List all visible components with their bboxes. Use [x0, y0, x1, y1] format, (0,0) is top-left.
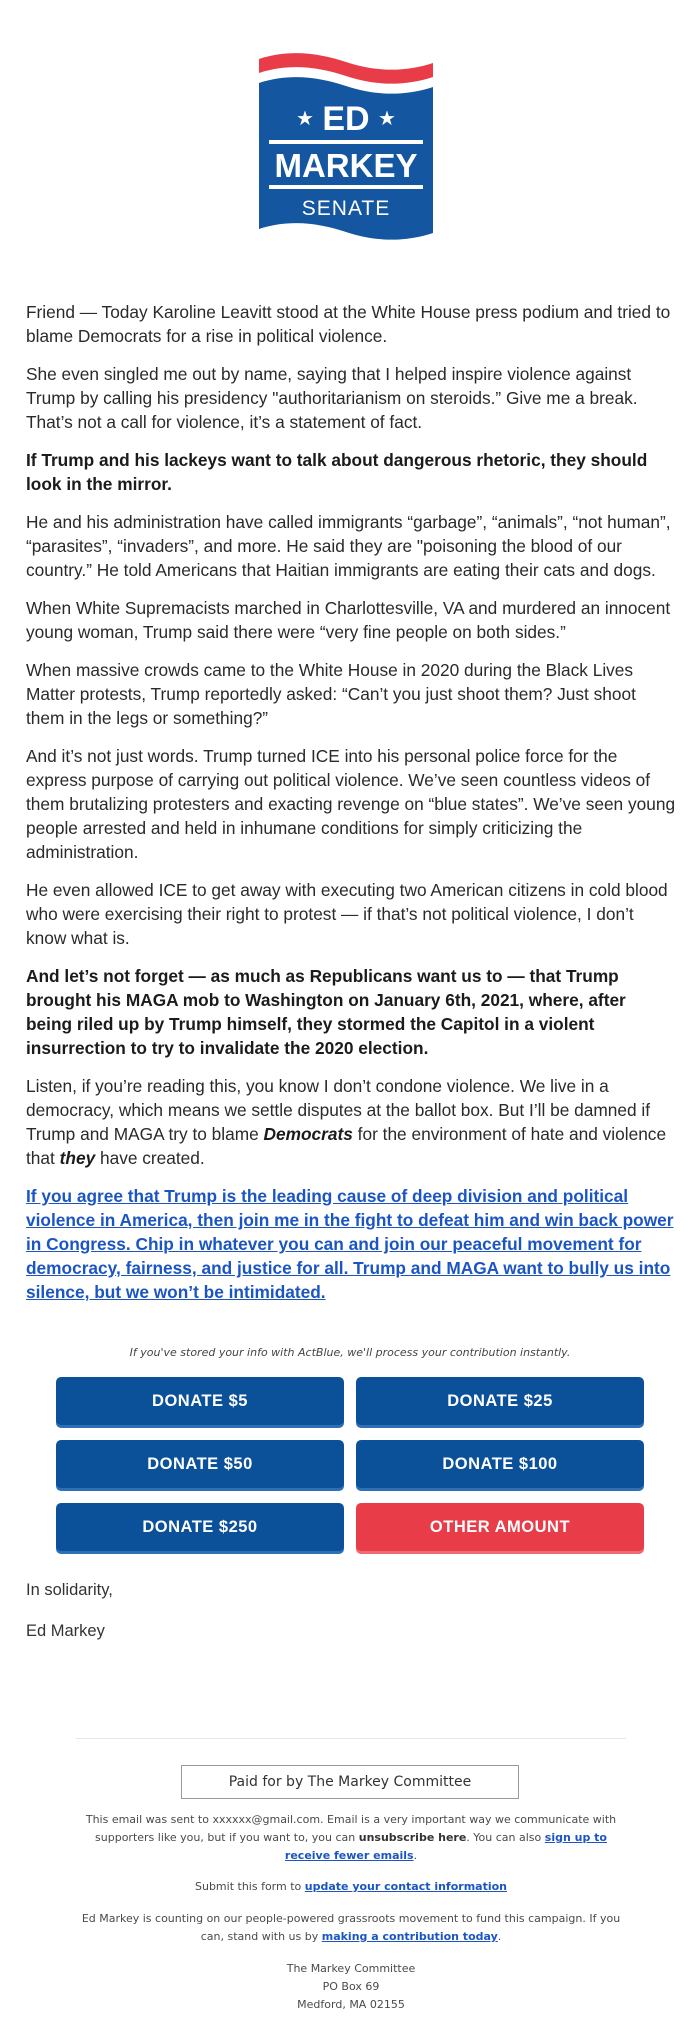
cta-paragraph — [26, 1184, 676, 1304]
donate-5-button[interactable]: DONATE $5 — [56, 1377, 344, 1425]
closing: In solidarity, — [26, 1581, 113, 1599]
paragraph-intro: Friend — Today Karoline Leavitt stood at the White House press podium and tried to blame Democrats for a rise in political violence. — [26, 302, 671, 346]
ed-markey-senate-logo — [259, 53, 433, 243]
donate-25-button[interactable]: DONATE $25 — [356, 1377, 644, 1425]
logo-ed: ED — [322, 100, 370, 138]
footer-email-notice: This email was sent to xxxxxx@gmail.com. Email is a very important way we communicate with supporters like you, but if you want to, you can unsubscribe here. You can also sign up to receive fewer emails. — [85, 1813, 617, 1862]
paid-for-box: Paid for by The Markey Committee — [181, 1765, 519, 1799]
address-line-1: The Markey Committee — [286, 1962, 416, 1975]
recipient-email: xxxxxx@gmail.com — [212, 1813, 321, 1826]
fewer-emails-link[interactable]: sign up to receive fewer emails — [284, 1831, 607, 1862]
paragraph-january-6 — [26, 964, 676, 1060]
paragraph-january-6-bold: And let’s not forget — as much as Republicans want us to — that Trump brought his MAGA mob to Washington on January 6th, 2021, where, after being riled up by Trump himself, they stormed the Capitol in a violent insurrection to try to invalidate the 2020 election. — [26, 966, 626, 1058]
footer-update-notice: Submit this form to update your contact information — [194, 1880, 507, 1893]
paragraph-immigrants: He and his administration have called immigrants “garbage”, “animals”, “not human”, “parasites”, “invaders”, and more. He said they are "poisoning the blood of our country.” He told Americans that Haitian immigrants are eating their cats and dogs. — [26, 512, 671, 580]
paragraph-citizens: He even allowed ICE to get away with executing two American citizens in cold blood who were exercising their right to protest — if that’s not political violence, I don’t know what is. — [26, 880, 668, 948]
logo-star-right: ★ — [378, 108, 396, 130]
contribution-link[interactable]: making a contribution today — [321, 1930, 498, 1943]
footer-address — [76, 1960, 626, 2014]
logo-divider-top — [269, 140, 423, 144]
other-amount-button[interactable]: OTHER AMOUNT — [356, 1503, 644, 1551]
paragraph-blm: When massive crowds came to the White House in 2020 during the Black Lives Matter protests, Trump reportedly asked: “Can’t you just shoot them? Just shoot them in the legs or something?” — [26, 660, 636, 728]
logo-star-left: ★ — [296, 108, 314, 130]
listen-they: they — [59, 1148, 96, 1168]
paragraph-ice: And it’s not just words. Trump turned ICE into his personal police force for the express purpose of carrying out political violence. We’ve seen countless videos of them brutalizing protesters and exacting revenge on “blue states”. We’ve seen young people arrested and held in inhumane conditions for simply criticizing the administration. — [26, 746, 676, 862]
signature: Ed Markey — [26, 1622, 105, 1640]
unsubscribe-link[interactable]: unsubscribe here — [358, 1831, 467, 1844]
footer-divider — [76, 1738, 626, 1739]
cta-link[interactable]: If you agree that Trump is the leading cause of deep division and political violence in America, then join me in the fight to defeat him and win back power in Congress. Chip in whatever you can and join our peaceful movement for democracy, fairness, and justice for all. Trump and MAGA want to bully us into silence, but we won’t be intimidated. — [26, 1186, 674, 1302]
listen-text-a: Listen, if you’re reading this, you know I don’t condone violence. We live in a democracy, which means we settle disputes at the ballot box. But I’ll be damned if Trump and MAGA try to blame — [26, 1076, 651, 1144]
paragraph-mirror-bold: If Trump and his lackeys want to talk about dangerous rhetoric, they should look in the mirror. — [26, 450, 648, 494]
donate-50-button[interactable]: DONATE $50 — [56, 1440, 344, 1488]
donate-250-button[interactable]: DONATE $250 — [56, 1503, 344, 1551]
listen-text-c: for the environment of hate and violence that — [26, 1124, 667, 1168]
donate-100-button[interactable]: DONATE $100 — [356, 1440, 644, 1488]
paragraph-listen — [26, 1074, 676, 1170]
paragraph-mirror — [26, 448, 676, 496]
logo-senate: SENATE — [301, 197, 391, 220]
actblue-note: If you've stored your info with ActBlue, we'll process your contribution instantly. — [129, 1346, 571, 1359]
update-contact-link[interactable]: update your contact information — [304, 1880, 507, 1893]
address-line-2: PO Box 69 — [322, 1980, 380, 1993]
listen-democrats: Democrats — [263, 1124, 353, 1144]
logo-divider-bottom — [269, 185, 423, 189]
paragraph-charlottesville: When White Supremacists marched in Charlottesville, VA and murdered an innocent young woman, Trump said there were “very fine people on both sides.” — [26, 598, 671, 642]
paragraph-singled-out: She even singled me out by name, saying that I helped inspire violence against Trump by calling his presidency "authoritarianism on steroids.” Give me a break. That’s not a call for violence, it’s a statement of fact. — [26, 364, 638, 432]
logo-markey: MARKEY — [274, 147, 418, 184]
email-body — [26, 300, 676, 1304]
footer-grassroots-notice: Ed Markey is counting on our people-powered grassroots movement to fund this campaign. If you can, stand with us by making a contribution today. — [81, 1912, 621, 1943]
address-line-3: Medford, MA 02155 — [297, 1998, 405, 2011]
listen-text-e: have created. — [95, 1148, 205, 1168]
